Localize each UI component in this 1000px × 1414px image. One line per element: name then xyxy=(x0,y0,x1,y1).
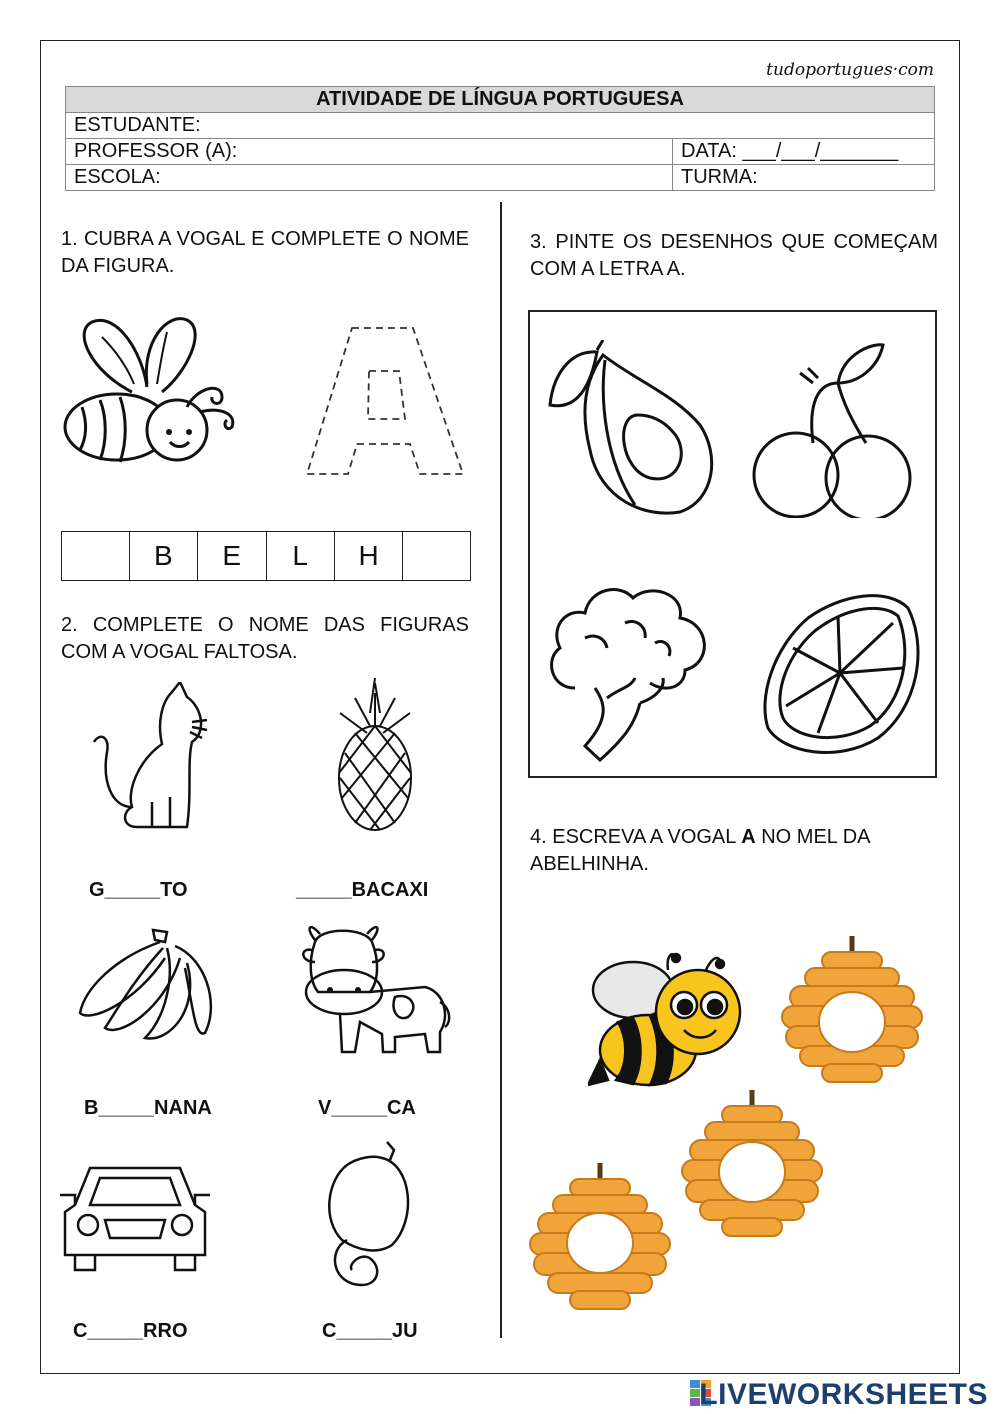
bee-outline-icon xyxy=(62,312,242,472)
orange-slice-icon[interactable] xyxy=(758,588,923,758)
date-field[interactable]: DATA: ___/___/_______ xyxy=(673,139,935,165)
word-abacaxi[interactable]: _____BACAXI xyxy=(296,879,429,901)
cow-icon xyxy=(300,922,455,1057)
question-4-text: 4. ESCREVA A VOGAL A NO MEL DA ABELHINHA. xyxy=(530,826,870,875)
cat-icon xyxy=(92,682,212,832)
question-1-text: 1. CUBRA A VOGAL E COMPLETE O NOME DA FIGURA. xyxy=(61,228,469,277)
letter-box-3: E xyxy=(198,532,266,581)
pineapple-icon xyxy=(335,678,415,833)
cherries-icon[interactable] xyxy=(748,343,913,518)
broccoli-icon[interactable] xyxy=(545,578,715,763)
car-icon xyxy=(60,1160,210,1272)
word-gato[interactable]: G_____TO xyxy=(89,879,188,901)
avocado-icon[interactable] xyxy=(545,340,720,520)
letter-box-2: B xyxy=(129,532,197,581)
column-divider xyxy=(500,202,502,1338)
honey-hive-2[interactable] xyxy=(680,1090,825,1240)
teacher-field[interactable]: PROFESSOR (A): xyxy=(66,139,673,165)
word-vaca[interactable]: V_____CA xyxy=(318,1097,416,1119)
word-banana[interactable]: B_____NANA xyxy=(84,1097,212,1119)
class-field[interactable]: TURMA: xyxy=(673,165,935,191)
question-3-text: 3. PINTE OS DESENHOS QUE COMEÇAM COM A LETRA A. xyxy=(530,231,938,280)
vowel-a-bold: A xyxy=(741,826,756,848)
cashew-fruit-icon xyxy=(322,1140,417,1290)
honey-hive-1[interactable] xyxy=(780,936,925,1086)
word-carro[interactable]: C_____RRO xyxy=(73,1320,188,1342)
letter-box-5: H xyxy=(334,532,403,581)
student-field[interactable]: ESTUDANTE: xyxy=(66,113,935,139)
letter-box-4: L xyxy=(266,532,334,581)
liveworksheets-brand: LIVEWORKSHEETS xyxy=(699,1378,988,1411)
honey-hive-3[interactable] xyxy=(528,1163,673,1313)
letter-a-tracing xyxy=(305,326,467,476)
site-name: tudoportugues·com xyxy=(766,60,934,80)
worksheet-title: ATIVIDADE DE LÍNGUA PORTUGUESA xyxy=(66,87,935,113)
question-2-text: 2. COMPLETE O NOME DAS FIGURAS COM A VOGAL FALTOSA. xyxy=(61,614,469,663)
letter-box-1[interactable] xyxy=(62,532,130,581)
word-caju[interactable]: C_____JU xyxy=(322,1320,418,1342)
letter-boxes xyxy=(61,531,471,581)
school-field[interactable]: ESCOLA: xyxy=(66,165,673,191)
bananas-icon xyxy=(75,928,220,1043)
header-table xyxy=(65,86,935,191)
letter-box-6[interactable] xyxy=(403,532,471,581)
cartoon-bee-icon xyxy=(588,950,748,1095)
